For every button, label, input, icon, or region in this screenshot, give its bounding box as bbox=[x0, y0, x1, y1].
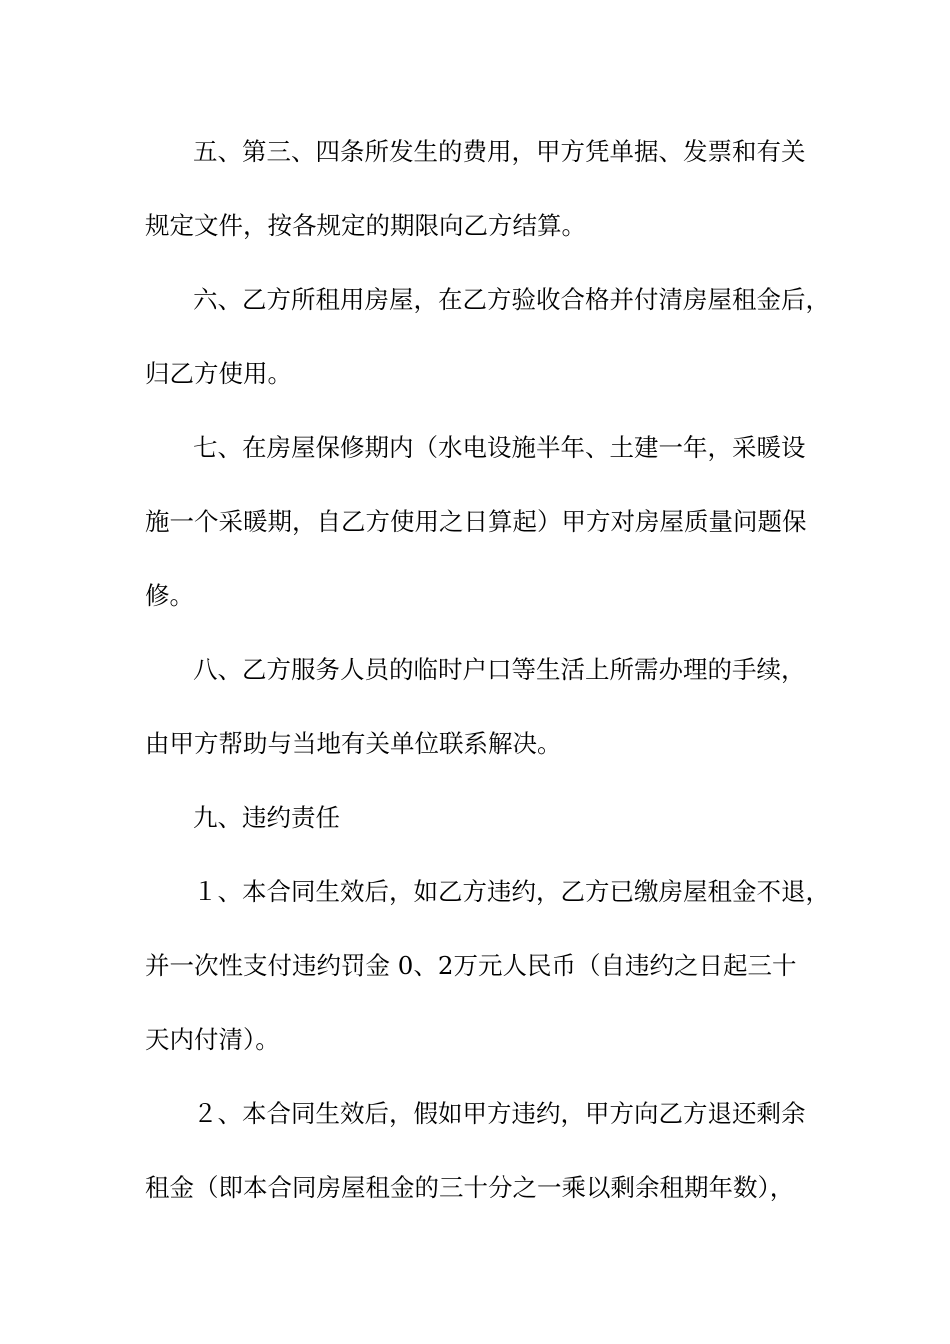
paragraph-6-line-1: 六、乙方所租用房屋，在乙方验收合格并付清房屋租金后， bbox=[193, 285, 830, 314]
paragraph-5-line-1: 五、第三、四条所发生的费用，甲方凭单据、发票和有关 bbox=[193, 137, 806, 166]
section-heading-breach: 九、违约责任 bbox=[193, 803, 340, 832]
clause-1-line-1: １、本合同生效后，如乙方违约，乙方已缴房屋租金不退， bbox=[193, 877, 830, 906]
clause-2-line-2: 租金（即本合同房屋租金的三十分之一乘以剩余租期年数）， bbox=[145, 1173, 795, 1202]
clause-2-line-1: ２、本合同生效后，假如甲方违约，甲方向乙方退还剩余 bbox=[193, 1099, 806, 1128]
paragraph-7-line-1: 七、在房屋保修期内（水电设施半年、土建一年，采暖设 bbox=[193, 433, 806, 462]
paragraph-7-line-2: 施一个采暖期，自乙方使用之日算起）甲方对房屋质量问题保 bbox=[145, 507, 807, 536]
paragraph-8-line-1: 八、乙方服务人员的临时户口等生活上所需办理的手续， bbox=[193, 655, 806, 684]
paragraph-8-line-2: 由甲方帮助与当地有关单位联系解决。 bbox=[145, 729, 562, 758]
paragraph-6-line-2: 归乙方使用。 bbox=[145, 359, 292, 388]
paragraph-5-line-2: 规定文件，按各规定的期限向乙方结算。 bbox=[145, 211, 586, 240]
clause-1-line-2: 并一次性支付违约罚金 0、2万元人民币（自违约之日起三十 bbox=[145, 951, 797, 980]
paragraph-7-line-3: 修。 bbox=[145, 581, 194, 610]
clause-1-line-3: 天内付清）。 bbox=[145, 1025, 280, 1054]
